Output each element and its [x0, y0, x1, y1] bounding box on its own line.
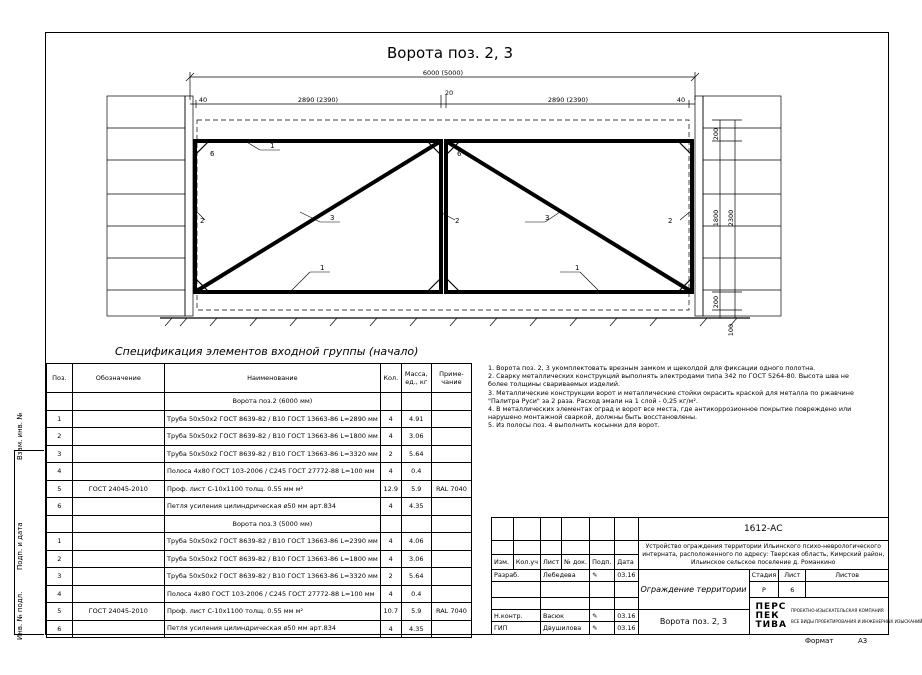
- cell-mass: 4.91: [401, 410, 431, 428]
- cell-doc: [72, 410, 164, 428]
- side-stamp-box: [14, 450, 44, 635]
- table-row: [47, 428, 472, 446]
- sheet-title: Ворота поз. 2, 3: [638, 609, 749, 634]
- marker-pos-2-right: 2: [668, 217, 673, 225]
- cell-mass: 5.64: [401, 568, 431, 586]
- hdr-sheet: Лист: [779, 569, 806, 582]
- group-label: Ворота поз.3 (5000 мм): [164, 515, 380, 533]
- role-developer: Разраб.: [492, 569, 541, 582]
- table-row: [47, 620, 472, 638]
- side-label-replace-inv: Взам. инв. №: [16, 412, 24, 460]
- cell-doc: [72, 533, 164, 551]
- table-row: [47, 480, 472, 498]
- note-4: 4. В металлических элементах оград и ворот все места, где антикоррозионное покрытие повреждено или нарушено монтажной сваркой, должны быть восстановлены.: [488, 405, 852, 422]
- cell-pos: 5: [47, 603, 73, 621]
- table-row: [47, 498, 472, 516]
- cell-doc: ГОСТ 24045-2010: [72, 480, 164, 498]
- dim-left-span: 2890 (2390): [297, 96, 339, 104]
- logo-subtitle: ВСЕ ВИДЫ ПРОЕКТИРОВАНИЯ И ИНЖЕНЕРНЫХ ИЗЫСКАНИЙ: [791, 619, 922, 625]
- cell-name: Проф. лист С-10х1100 толщ. 0.55 мм м²: [164, 603, 380, 621]
- side-label-sign-date: Подп. и дата: [16, 522, 24, 570]
- marker-pos-2-left: 2: [200, 217, 205, 225]
- cell-name: Петля усиления цилиндрическая ø50 мм арт.834: [164, 498, 380, 516]
- cell-pos: 6: [47, 498, 73, 516]
- date-developer: 03.16: [615, 569, 638, 582]
- cell-pos: 3: [47, 568, 73, 586]
- table-row: [47, 533, 472, 551]
- col-name: Наименование: [164, 364, 380, 393]
- group-label: Ворота поз.2 (6000 мм): [164, 393, 380, 411]
- col-designation: Обозначение: [72, 364, 164, 393]
- cell-name: Труба 50х50х2 ГОСТ 8639-82 / В10 ГОСТ 13663-86 L=1800 мм: [164, 550, 380, 568]
- marker-pos-6-left: 6: [210, 150, 215, 158]
- date-norm-control: 03.16: [615, 609, 638, 622]
- table-row: [47, 463, 472, 481]
- table-row: [47, 603, 472, 621]
- cell-note: [431, 428, 471, 446]
- cell-name: Труба 50х50х2 ГОСТ 8639-82 / В10 ГОСТ 13663-86 L=2390 мм: [164, 533, 380, 551]
- cell-mass: 4.06: [401, 533, 431, 551]
- cell-qty: 4: [380, 463, 401, 481]
- marker-pos-1-bottom: 1: [320, 264, 325, 272]
- cell-note: [431, 498, 471, 516]
- cell-doc: [72, 568, 164, 586]
- cell-note: [431, 463, 471, 481]
- table-row: [47, 410, 472, 428]
- dim-total-h: 2300: [727, 209, 735, 227]
- sheet-value: 6: [779, 582, 806, 598]
- cell-doc: [72, 498, 164, 516]
- cell-mass: 5.9: [401, 480, 431, 498]
- hdr-list: Лист: [540, 554, 561, 569]
- col-mass: Масса, ед., кг: [401, 364, 431, 393]
- cell-mass: 0.4: [401, 585, 431, 603]
- cell-mass: 0.4: [401, 463, 431, 481]
- hdr-sign: Подп.: [590, 554, 615, 569]
- role-norm-control: Н.контр.: [492, 609, 541, 622]
- general-notes: [488, 364, 868, 430]
- hdr-stage: Стадия: [749, 569, 779, 582]
- cell-qty: 4: [380, 498, 401, 516]
- logo-line: ПЕК: [755, 610, 780, 621]
- note-1: 1. Ворота поз. 2, 3 укомплектовать врезным замком и щеколдой для фиксации одного полотна.: [488, 364, 816, 372]
- cell-name: Труба 50х50х2 ГОСТ 8639-82 / В10 ГОСТ 13663-86 L=3320 мм: [164, 445, 380, 463]
- cell-pos: 4: [47, 463, 73, 481]
- dim-top: 200: [712, 127, 720, 141]
- cell-pos: 3: [47, 445, 73, 463]
- col-qty: Кол.: [380, 364, 401, 393]
- hdr-doc: № док.: [562, 554, 590, 569]
- cell-name: Полоса 4х80 ГОСТ 103-2006 / С245 ГОСТ 27772-88 L=100 мм: [164, 585, 380, 603]
- table-row: [47, 550, 472, 568]
- hdr-date: Дата: [615, 554, 638, 569]
- cell-qty: 2: [380, 445, 401, 463]
- marker-pos-6-right: 6: [457, 150, 462, 158]
- spec-table: [46, 363, 472, 638]
- spec-header-row: [47, 364, 472, 393]
- cell-doc: ГОСТ 24045-2010: [72, 603, 164, 621]
- cell-qty: 4: [380, 585, 401, 603]
- cell-qty: 4: [380, 533, 401, 551]
- cell-mass: 3.06: [401, 550, 431, 568]
- logo-line: ПЕРС: [755, 601, 787, 612]
- dim-inner: 1800: [712, 209, 720, 227]
- cell-doc: [72, 585, 164, 603]
- role-gip: ГИП: [492, 622, 541, 635]
- cell-mass: 4.35: [401, 498, 431, 516]
- name-developer: Лебедева: [540, 569, 589, 582]
- cell-name: Труба 50х50х2 ГОСТ 8639-82 / В10 ГОСТ 13663-86 L=2890 мм: [164, 410, 380, 428]
- marker-pos-3-right: 3: [545, 214, 550, 222]
- spec-caption: Спецификация элементов входной группы (начало): [115, 345, 419, 358]
- col-pos: Поз.: [47, 364, 73, 393]
- hdr-kol: Кол.уч: [513, 554, 540, 569]
- logo-subtitle: ПРОЕКТНО-ИЗЫСКАТЕЛЬСКАЯ КОМПАНИЯ: [791, 608, 884, 614]
- table-row: [47, 568, 472, 586]
- cell-note: RAL 7040: [431, 480, 471, 498]
- cell-qty: 4: [380, 428, 401, 446]
- project-description: Устройство ограждения территории Ильинского психо-неврологического интерната, расположенного по адресу: Тверская область, Кимрский район, Ильинское сельское поселение д. Романкино: [638, 540, 889, 569]
- drawing-title: Ворота поз. 2, 3: [387, 44, 513, 62]
- cell-name: Петля усиления цилиндрическая ø50 мм арт.834: [164, 620, 380, 638]
- cell-note: [431, 445, 471, 463]
- hdr-izm: Изм.: [492, 554, 514, 569]
- dim-right-span: 2890 (2390): [547, 96, 589, 104]
- marker-pos-1-top: 1: [270, 142, 275, 150]
- cell-name: Полоса 4х80 ГОСТ 103-2006 / С245 ГОСТ 27772-88 L=100 мм: [164, 463, 380, 481]
- cell-note: [431, 550, 471, 568]
- table-row: [47, 585, 472, 603]
- dim-ground: 100: [727, 323, 735, 337]
- cell-qty: 12.9: [380, 480, 401, 498]
- title-block: 1612-АС Устройство ограждения территории Ильинского психо-неврологического интерната, расположенного по адресу: Тверская область, Кимрский район, Ильинское сельское поселение д. Романкино Изм. Кол.уч Лист № док. Подп. Дата Разраб. Лебедева ✎ 03.16 Ограждение территории Стадия Лист Листов Р 6 ПЕРС ПЕК ТИВА ПРОЕКТНО-ИЗЫСКАТЕЛЬСКАЯ КОМПАНИЯ ВСЕ ВИДЫ ПРОЕКТИРОВАНИЯ И ИНЖЕНЕРНЫХ ИЗЫСКАНИЙ Н.контр. Васюк ✎ 03.16 Ворота поз. 2, 3 ГИП Двушилова ✎ 03.16: [491, 517, 889, 635]
- cell-name: Труба 50х50х2 ГОСТ 8639-82 / В10 ГОСТ 13663-86 L=1800 мм: [164, 428, 380, 446]
- company-logo: [750, 601, 922, 630]
- cell-doc: [72, 620, 164, 638]
- hdr-sheets: Листов: [806, 569, 889, 582]
- dim-left-post: 40: [198, 96, 208, 104]
- note-5: 5. Из полосы поз. 4 выполнить косынки для ворот.: [488, 421, 660, 430]
- cell-qty: 2: [380, 568, 401, 586]
- cell-note: RAL 7040: [431, 603, 471, 621]
- marker-pos-2-center: 2: [455, 217, 460, 225]
- dim-gap: 20: [444, 89, 454, 97]
- marker-pos-1-bottom-right: 1: [575, 264, 580, 272]
- cell-pos: 4: [47, 585, 73, 603]
- cell-name: Труба 50х50х2 ГОСТ 8639-82 / В10 ГОСТ 13663-86 L=3320 мм: [164, 568, 380, 586]
- logo-line: ТИВА: [755, 619, 788, 630]
- cell-doc: [72, 463, 164, 481]
- cell-note: [431, 585, 471, 603]
- table-row: [47, 445, 472, 463]
- doc-code: 1612-АС: [638, 518, 889, 541]
- cell-mass: 3.06: [401, 428, 431, 446]
- cell-pos: 1: [47, 410, 73, 428]
- cell-doc: [72, 445, 164, 463]
- date-gip: 03.16: [615, 622, 638, 635]
- cell-qty: 4: [380, 410, 401, 428]
- cell-mass: 4.35: [401, 620, 431, 638]
- cell-mass: 5.64: [401, 445, 431, 463]
- cell-qty: 10.7: [380, 603, 401, 621]
- note-3: 3. Металлические конструкции ворот и металлические стойки окрасить краской для металла по ржавчине "Палитра Руси" за 2 раза. Расход эмали на 1 слой - 0,25 кг/м².: [488, 388, 854, 405]
- cell-note: [431, 620, 471, 638]
- cell-doc: [72, 428, 164, 446]
- name-gip: Двушилова: [540, 622, 589, 635]
- cell-note: [431, 410, 471, 428]
- dim-bottom: 200: [712, 295, 720, 309]
- cell-pos: 6: [47, 620, 73, 638]
- cell-qty: 4: [380, 620, 401, 638]
- sheets-value: [806, 582, 889, 598]
- dim-total: 6000 (5000): [422, 69, 464, 77]
- gate-drawing: [0, 0, 900, 340]
- col-note: Приме-чание: [431, 364, 471, 393]
- name-norm-control: Васюк: [540, 609, 589, 622]
- cell-qty: 4: [380, 550, 401, 568]
- cell-mass: 5.9: [401, 603, 431, 621]
- note-2: 2. Сварку металлических конструкций выполнять электродами типа 342 по ГОСТ 5264-80. Высота шва не более толщины свариваемых изделий.: [488, 372, 849, 389]
- cell-doc: [72, 550, 164, 568]
- cell-name: Проф. лист С-10х1100 толщ. 0.55 мм м²: [164, 480, 380, 498]
- marker-pos-3-left: 3: [330, 214, 335, 222]
- stage-value: Р: [749, 582, 779, 598]
- cell-note: [431, 533, 471, 551]
- cell-pos: 5: [47, 480, 73, 498]
- section-title: Ограждение территории: [638, 569, 749, 609]
- cell-note: [431, 568, 471, 586]
- format-value: А3: [858, 637, 868, 645]
- cell-pos: 2: [47, 550, 73, 568]
- cell-pos: 2: [47, 428, 73, 446]
- dim-right-post: 40: [676, 96, 686, 104]
- format-label: Формат: [805, 637, 834, 645]
- side-label-inv-original: Инв. № подл.: [16, 591, 24, 640]
- cell-pos: 1: [47, 533, 73, 551]
